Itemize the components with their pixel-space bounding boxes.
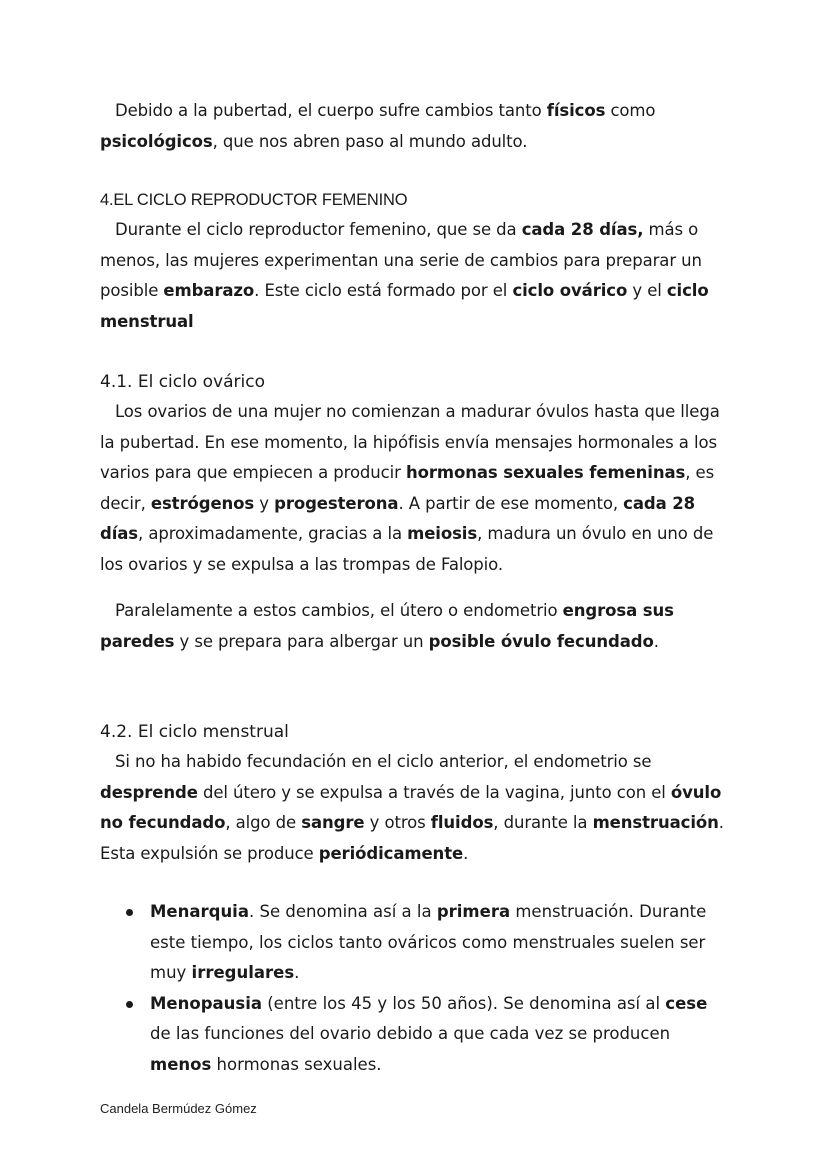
- text-run: de las funciones del ovario debido a que cada vez se producen: [150, 1024, 671, 1043]
- bold-term: fluidos: [430, 813, 494, 832]
- section-4-heading: 4.EL CICLO REPRODUCTOR FEMENINO: [100, 191, 408, 209]
- section-4-1-paragraph-1: [100, 397, 730, 580]
- text-run: , madura un óvulo en uno de los ovarios y se expulsa a las trompas de Falopio.: [100, 524, 714, 574]
- text-run: . Este ciclo está formado por el: [254, 281, 513, 300]
- text-run: . Esta expulsión se produce: [100, 813, 724, 863]
- bold-term: cada 28 días,: [521, 220, 644, 239]
- bold-term: progesterona: [274, 493, 399, 513]
- document-body: [100, 96, 730, 1080]
- text-run: , aproximadamente, gracias a la: [138, 524, 408, 543]
- bold-term: ciclo ovárico: [512, 281, 628, 300]
- bullet-list: [100, 897, 730, 1080]
- intro-paragraph: [100, 96, 730, 157]
- text-run: y otros: [364, 813, 431, 832]
- text-run: .: [294, 963, 300, 982]
- section-4-1-paragraph-2: [100, 596, 730, 657]
- bold-term: menos: [150, 1054, 212, 1074]
- footer-author: Candela Bermúdez Gómez: [100, 1101, 257, 1116]
- bold-term: engrosa sus paredes: [100, 601, 674, 651]
- text-run: Debido a la pubertad, el cuerpo sufre cambios tanto: [115, 101, 547, 120]
- text-run: y el: [627, 281, 667, 300]
- bold-term: sangre: [301, 813, 365, 832]
- section-4-2-heading: 4.2. El ciclo menstrual: [100, 722, 289, 742]
- bold-term: físicos: [546, 101, 606, 120]
- bullet-icon: [126, 1001, 133, 1008]
- bold-term: embarazo: [163, 281, 255, 300]
- text-run: , durante la: [493, 813, 593, 832]
- bold-term: posible óvulo fecundado: [428, 631, 654, 651]
- bold-term: cese: [665, 993, 708, 1013]
- text-run: Paralelamente a estos cambios, el útero o endometrio: [115, 601, 563, 620]
- text-run: Durante el ciclo reproductor femenino, que se da: [115, 220, 522, 239]
- text-run: . Se denomina así a la: [248, 902, 437, 921]
- bold-term: menstruación: [592, 813, 719, 832]
- text-run: Los ovarios de una mujer no comienzan a madurar óvulos hasta que llega la pubertad. En ese momento, la hipófisis envía mensajes hormonales a los varios para que empiecen a producir: [100, 402, 720, 482]
- text-run: .: [463, 843, 469, 863]
- text-run: , que nos abren paso al mundo adulto.: [212, 131, 528, 151]
- text-run: más o menos, las mujeres experimentan una serie de cambios para preparar un posible: [100, 220, 702, 300]
- bold-term: cada 28 días: [100, 493, 696, 543]
- bold-term: ciclo menstrual: [100, 281, 709, 331]
- bold-term: desprende: [100, 782, 198, 802]
- bold-term: periódicamente: [318, 843, 464, 863]
- text-run: .: [653, 631, 659, 651]
- list-item: [100, 989, 730, 1081]
- text-run: Si no ha habido fecundación en el ciclo anterior, el endometrio se: [115, 752, 652, 771]
- bold-term: Menarquia: [150, 902, 249, 921]
- bullet-icon: [126, 909, 133, 916]
- text-run: . A partir de ese momento,: [398, 493, 624, 513]
- text-run: como: [605, 101, 656, 120]
- text-run: , algo de: [225, 813, 302, 832]
- text-run: hormonas sexuales.: [211, 1054, 382, 1074]
- bold-term: irregulares: [191, 963, 295, 982]
- bold-term: estrógenos: [150, 493, 255, 513]
- section-4-paragraph: [100, 215, 730, 337]
- text-run: del útero y se expulsa a través de la vagina, junto con el: [197, 782, 671, 802]
- text-run: y se prepara para albergar un: [174, 631, 429, 651]
- text-run: y: [254, 493, 275, 513]
- list-item: [100, 897, 730, 989]
- bold-term: óvulo no fecundado: [100, 782, 722, 832]
- section-4-1-heading: 4.1. El ciclo ovárico: [100, 372, 265, 392]
- bold-term: hormonas sexuales femeninas: [405, 463, 686, 482]
- bold-term: meiosis: [407, 524, 478, 543]
- bold-term: psicológicos: [100, 131, 213, 151]
- bold-term: primera: [436, 902, 511, 921]
- section-4-2-paragraph: [100, 747, 730, 869]
- text-run: , es decir,: [100, 463, 715, 513]
- text-run: (entre los 45 y los 50 años). Se denomina así al: [262, 993, 666, 1013]
- text-run: menstruación. Durante este tiempo, los ciclos tanto ováricos como menstruales suelen ser muy: [150, 902, 707, 982]
- bold-term: Menopausia: [150, 993, 262, 1013]
